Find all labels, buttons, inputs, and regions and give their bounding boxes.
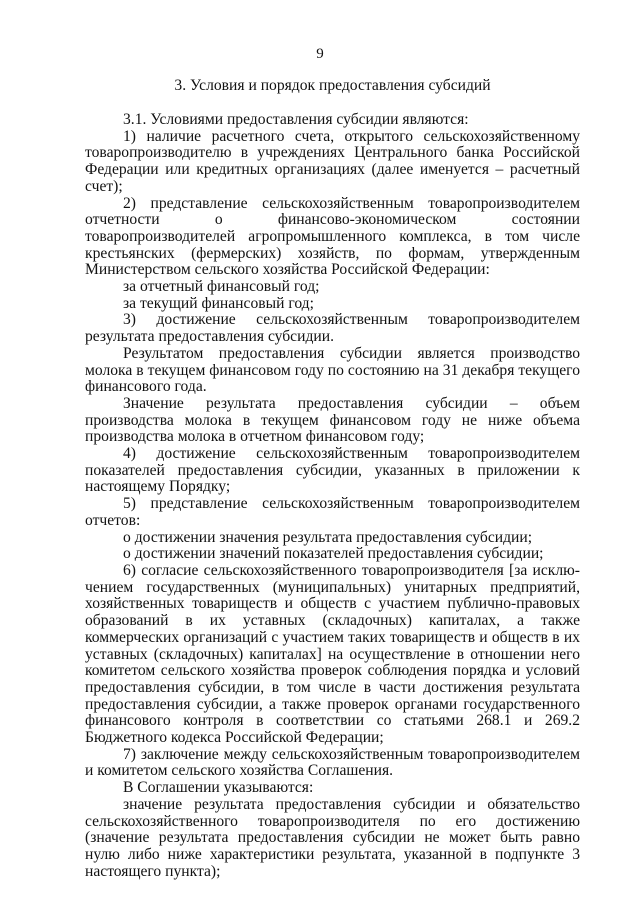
list-item-current-year: за текущий финансовый год; [123,294,314,312]
paragraph-item-1: 1) наличие расчетного счета, открытого сельскохозяйственному товаропроизводителю в учреждениях Центрального банка Российской Федерации или кредитных организациях (далее именуется – расчетный счет); [85,127,580,195]
paragraph-item-6: 6) согласие сельскохозяйственного товаропроизводителя [за исклю-чением государственных (муниципальных) унитарных предприятий, хозяйственных товариществ и обществ с участием публично-правовых образований в их уставных (складочных) капиталах, а также коммерческих организаций с участием таких товариществ и обществ в их уставных (складочных) капиталах] на осуществление в отношении него комитетом сельского хозяйства проверок соблюдения порядка и условий предоставления субсидии, в том числе в части достижения результата предоставления субсидии, а также проверок органами государственного финансового контроля в соответствии со статьями 268.1 и 269.2 Бюджетного кодекса Российской Федерации; [85,561,580,747]
list-item-indicators-report: о достижении значений показателей предоставления субсидии; [123,545,544,563]
page-number: 9 [316,46,324,62]
paragraph-3-1: 3.1. Условиями предоставления субсидии являются: [123,111,469,128]
list-item-reporting-year: за отчетный финансовый год; [123,278,320,296]
paragraph-item-4: 4) достижение сельскохозяйственным товаропроизводителем показателей предоставления субсидии, указанных в приложении к настоящему Порядку; [85,445,580,496]
paragraph-result-value: Значение результата предоставления субсидии – объем производства молока в текущем финансовом году не ниже объема производства молока в отчетном финансовом году; [85,394,580,446]
paragraph-item-2: 2) представление сельскохозяйственным товаропроизводителем отчетности о финансово-экономическом состоянии товаропроизводителей агропромышленного комплекса, в том числе крестьянских (фермерских) хозяйств, по формам, утвержденным Министерством сельского хозяйства Российской Федерации: [85,194,580,279]
body-text [85,112,580,880]
paragraph-item-5: 5) представление сельскохозяйственным товаропроизводителем отчетов: [85,495,580,529]
section-title: 3. Условия и порядок предоставления субсидий [174,77,491,94]
paragraph-result: Результатом предоставления субсидии является производство молока в текущем финансовом году по состоянию на 31 декабря текущего финансового года. [85,344,580,396]
paragraph-agreement-intro: В Соглашении указываются: [123,779,314,797]
paragraph-item-3: 3) достижение сельскохозяйственным товаропроизводителем результата предоставления субсидии. [85,311,580,346]
list-item-result-report: о достижении значения результата предоставления субсидии; [123,528,533,546]
paragraph-agreement-value: значение результата предоставления субсидии и обязательство сельскохозяйственного товаропроизводителя по его достижению (значение результата предоставления субсидии не может быть равно нулю либо ниже характеристики результата, указанной в подпункте 3 настоящего пункта); [85,795,580,880]
paragraph-item-7: 7) заключение между сельскохозяйственным товаропроизводителем и комитетом сельского хозяйства Соглашения. [85,745,580,780]
